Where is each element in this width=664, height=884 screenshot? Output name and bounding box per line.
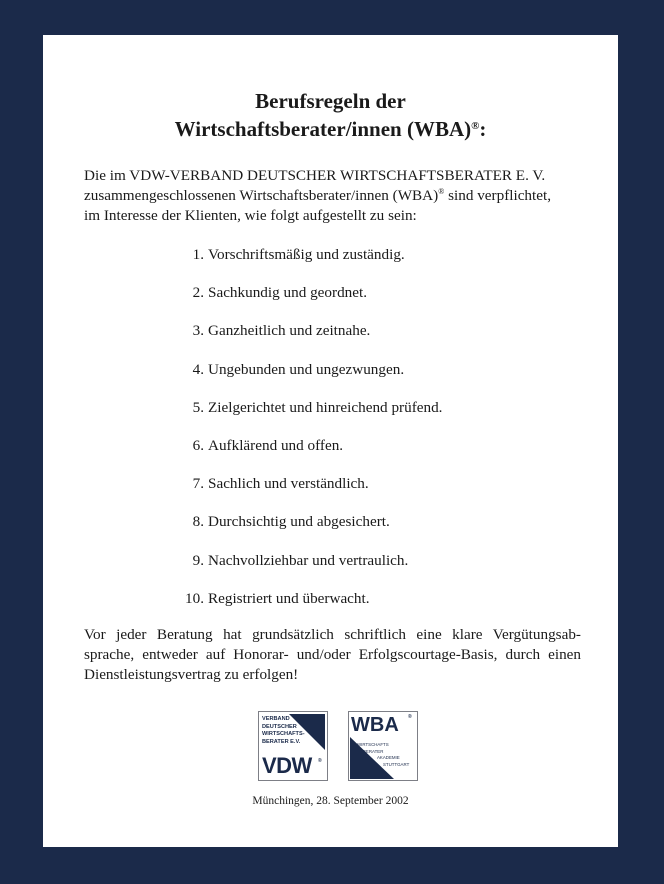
intro-line-1: Die im VDW-VERBAND DEUTSCHER WIRTSCHAFTSBERATER E. V. bbox=[84, 167, 546, 184]
rule-number: 3. bbox=[192, 322, 204, 340]
wba-line-3: AKADEMIE bbox=[377, 755, 400, 760]
rule-item bbox=[168, 551, 442, 589]
intro-paragraph bbox=[84, 166, 584, 226]
page-title bbox=[43, 87, 618, 143]
wba-acronym: WBA bbox=[351, 714, 399, 736]
vdw-acronym: VDW bbox=[262, 753, 312, 778]
rule-item bbox=[168, 474, 442, 512]
rule-item bbox=[168, 512, 442, 550]
vdw-logo-text bbox=[262, 716, 305, 746]
rule-number: 7. bbox=[192, 475, 204, 493]
rule-text: Ganzheitlich und zeitnahe. bbox=[208, 322, 371, 340]
closing-paragraph bbox=[84, 625, 581, 685]
rule-text: Zielgerichtet und hinreichend prüfend. bbox=[208, 398, 443, 416]
title-line-2 bbox=[43, 115, 618, 143]
intro-line-2 bbox=[84, 186, 584, 206]
vdw-line-4: BERATER E.V. bbox=[262, 738, 301, 745]
title-line-1: Berufsregeln der bbox=[255, 89, 406, 113]
intro-line-3: im Interesse der Klienten, wie folgt aufgestellt zu sein: bbox=[84, 207, 417, 224]
rule-number: 5. bbox=[192, 398, 204, 416]
wba-line-1: WIRTSCHAFTS bbox=[357, 742, 389, 747]
rule-number: 9. bbox=[192, 551, 204, 569]
vdw-logo bbox=[258, 711, 328, 781]
closing-line-2: sprache, entweder auf Honorar- und/oder Erfolgscourtage-Basis, durch einen bbox=[84, 646, 581, 663]
wba-registered-mark: ® bbox=[408, 714, 412, 720]
rule-item bbox=[168, 321, 442, 359]
closing-line-3: Dienstleistungsvertrag zu erfolgen! bbox=[84, 666, 299, 683]
rule-number: 10. bbox=[185, 589, 204, 607]
rule-item bbox=[168, 398, 442, 436]
intro-registered-mark: ® bbox=[438, 187, 445, 196]
rule-text: Registriert und überwacht. bbox=[208, 589, 370, 607]
rule-text: Sachkundig und geordnet. bbox=[208, 284, 368, 302]
date-line: Münchingen, 28. September 2002 bbox=[252, 795, 409, 807]
rule-item bbox=[168, 589, 442, 627]
title-colon: : bbox=[479, 117, 487, 141]
rule-number: 4. bbox=[192, 360, 204, 378]
rule-number: 6. bbox=[192, 436, 204, 454]
rule-item bbox=[168, 360, 442, 398]
rule-text: Durchsichtig und abgesichert. bbox=[208, 513, 390, 531]
rule-number: 2. bbox=[192, 284, 204, 302]
rule-text: Sachlich und verständlich. bbox=[208, 475, 369, 493]
rule-text: Ungebunden und ungezwungen. bbox=[208, 360, 405, 378]
rule-text: Vorschriftsmäßig und zuständig. bbox=[208, 246, 405, 263]
rules-list bbox=[168, 245, 442, 627]
intro-line-2-a: zusammengeschlossenen Wirtschaftsberater/innen (WBA) bbox=[84, 187, 439, 204]
closing-line-1: Vor jeder Beratung hat grundsätzlich schriftlich eine klare Vergütungsab- bbox=[84, 626, 581, 643]
vdw-registered-mark: ® bbox=[318, 758, 322, 764]
document-page bbox=[43, 35, 618, 847]
vdw-line-1: VERBAND bbox=[262, 716, 290, 722]
rule-text: Nachvollziehbar und vertraulich. bbox=[208, 551, 409, 569]
title-registered-mark: ® bbox=[471, 120, 480, 132]
intro-line-2-b: sind verpflichtet, bbox=[444, 187, 552, 204]
rule-text: Aufklärend und offen. bbox=[208, 436, 344, 454]
rule-item bbox=[168, 283, 442, 321]
wba-line-4: STUTTGART bbox=[383, 761, 410, 767]
vdw-line-2: DEUTSCHER bbox=[262, 723, 297, 730]
wba-logo-text bbox=[357, 742, 409, 768]
wba-logo bbox=[348, 711, 418, 781]
vdw-line-3: WIRTSCHAFTS- bbox=[262, 731, 305, 737]
rule-number: 1. bbox=[192, 246, 204, 263]
rule-item bbox=[168, 245, 442, 283]
wba-line-2: BERATER bbox=[363, 748, 384, 754]
rule-number: 8. bbox=[192, 513, 204, 531]
title-line-2-text: Wirtschaftsberater/innen (WBA) bbox=[174, 117, 472, 141]
rule-item bbox=[168, 436, 442, 474]
